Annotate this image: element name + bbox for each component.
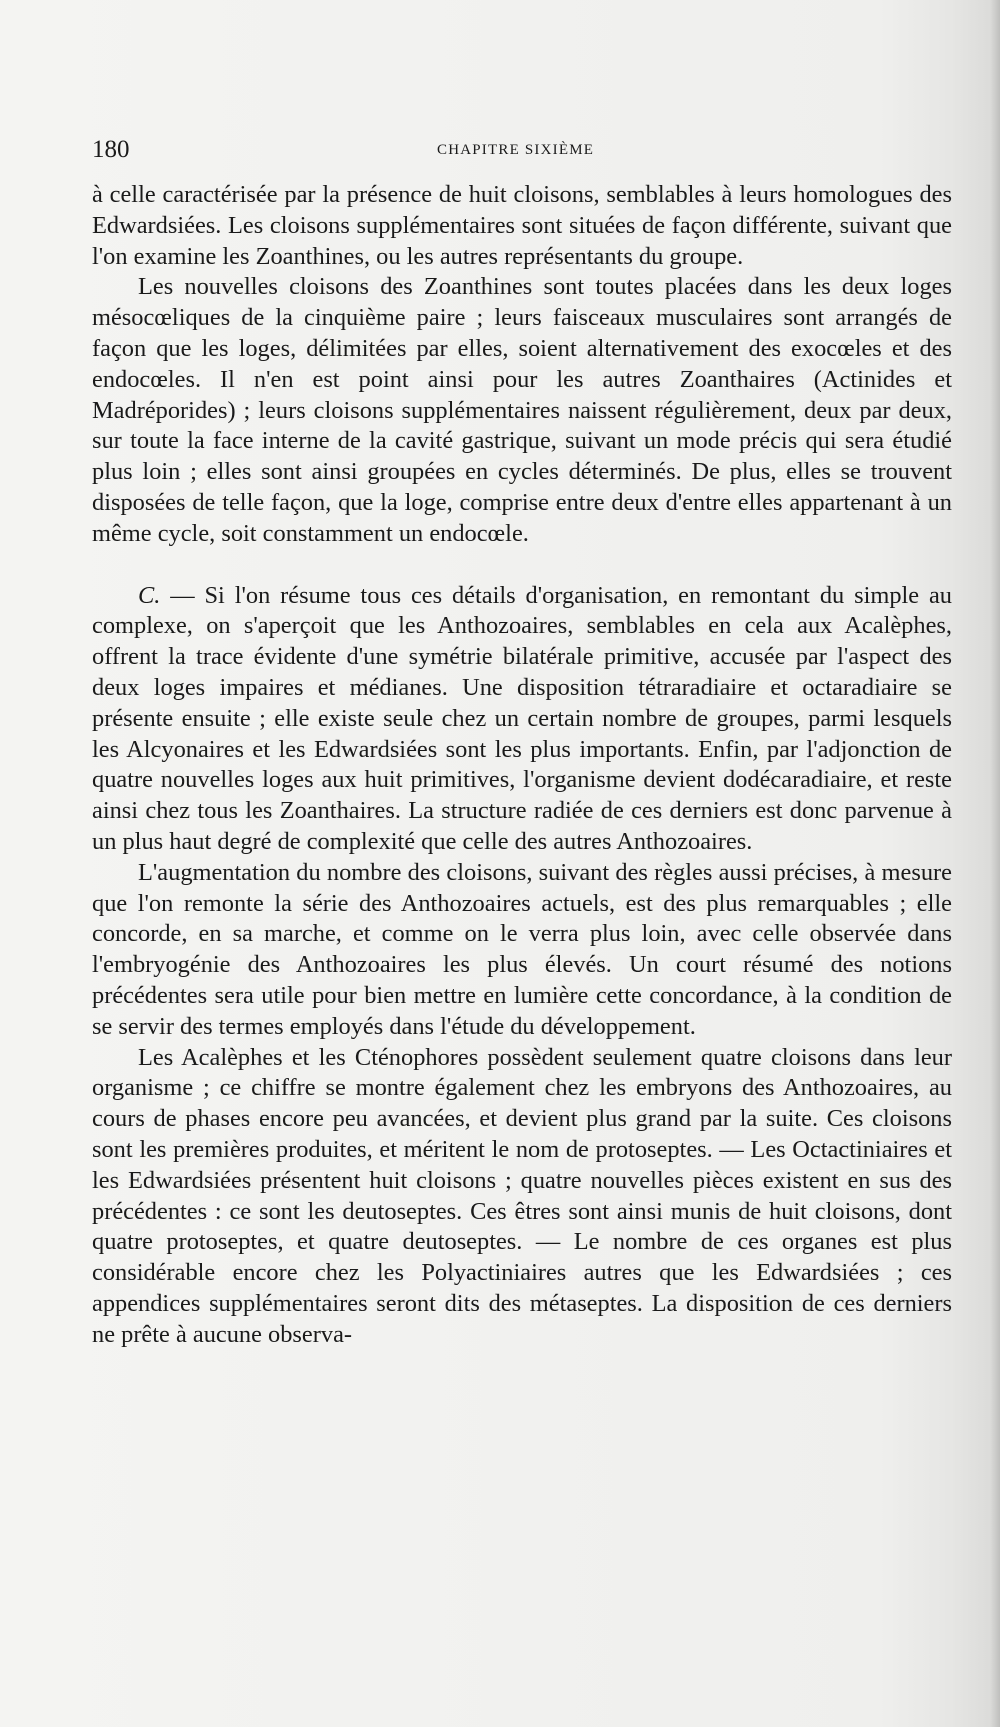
page-number: 180 — [92, 136, 130, 163]
paragraph-2 — [92, 272, 952, 549]
paragraph-4 — [92, 858, 952, 1043]
running-head: CHAPITRE SIXIÈME — [437, 142, 595, 158]
paragraph-3-text: — Si l'on résume tous ces détails d'organisation, en remontant du simple au complexe, on s'aperçoit que les Anthozoaires, semblables en cela aux Acalèphes, offrent la trace évidente d'une symétrie bilatérale primitive, accusée par l'aspect des deux loges impaires et médianes. Une disposition tétraradiaire et octaradiaire se présente ensuite ; elle existe seule chez un certain nombre de groupes, parmi lesquels les Alcyonaires et les Edwardsiées sont les plus importants. Enfin, par l'adjonction de quatre nouvelles loges aux huit primitives, l'organisme devient dodécaradiaire, et reste ainsi chez tous les Zoanthaires. La structure radiée de ces derniers est donc parvenue à un plus haut degré de complexité que celle des autres Anthozoaires. — [92, 581, 952, 855]
paragraph-1 — [92, 180, 952, 272]
page-header — [92, 136, 946, 172]
section-letter: C. — [138, 581, 161, 609]
paragraph-5 — [92, 1043, 952, 1351]
body-text — [92, 180, 952, 1350]
paragraph-5-text: Les Acalèphes et les Cténophores possèdent seulement quatre cloisons dans leur organisme ; ce chiffre se montre également chez les embryons des Anthozoaires, au cours de phases encore peu avancées, et devient plus grand par la suite. Ces cloisons sont les premières produites, et méritent le nom de protoseptes. — Les Octactiniaires et les Edwardsiées présentent huit cloisons ; quatre nouvelles pièces existent en sus des précédentes : ce sont les deutoseptes. Ces êtres sont ainsi munis de huit cloisons, dont quatre protoseptes, et quatre deutoseptes. — Le nombre de ces organes est plus considérable encore chez les Polyactiniaires autres que les Edwardsiées ; ces appendices supplémentaires seront dits des métaseptes. La disposition de ces derniers ne prête à aucune observa- — [92, 1043, 952, 1348]
page-edge-shadow — [990, 0, 1000, 1727]
paragraph-2-text: Les nouvelles cloisons des Zoanthines sont toutes placées dans les deux loges mésocœliques de la cinquième paire ; leurs faisceaux musculaires sont arrangés de façon que les loges, délimitées par elles, soient alternativement des exocœles et des endocœles. Il n'en est point ainsi pour les autres Zoanthaires (Actinides et Madréporides) ; leurs cloisons supplémentaires naissent régulièrement, deux par deux, sur toute la face interne de la cavité gastrique, suivant un mode précis qui sera étudié plus loin ; elles sont ainsi groupées en cycles déterminés. De plus, elles se trouvent disposées de telle façon, que la loge, comprise entre deux d'entre elles appartenant à un même cycle, soit constamment un endocœle. — [92, 273, 952, 547]
paragraph-1-text: à celle caractérisée par la présence de huit cloisons, semblables à leurs homologues des Edwardsiées. Les cloisons supplémentaires sont situées de façon différente, suivant que l'on examine les Zoanthines, ou les autres représentants du groupe. — [92, 181, 952, 270]
paragraph-4-text: L'augmentation du nombre des cloisons, suivant des règles aussi précises, à mesure que l'on remonte la série des Anthozoaires actuels, est des plus remarquables ; elle concorde, en sa marche, et comme on le verra plus loin, avec celle observée dans l'embryogénie des Anthozoaires les plus élevés. Un court résumé des notions précédentes sera utile pour bien mettre en lumière cette concordance, à la condition de se servir des termes employés dans l'étude du développement. — [92, 858, 952, 1040]
paragraph-3 — [92, 581, 952, 858]
